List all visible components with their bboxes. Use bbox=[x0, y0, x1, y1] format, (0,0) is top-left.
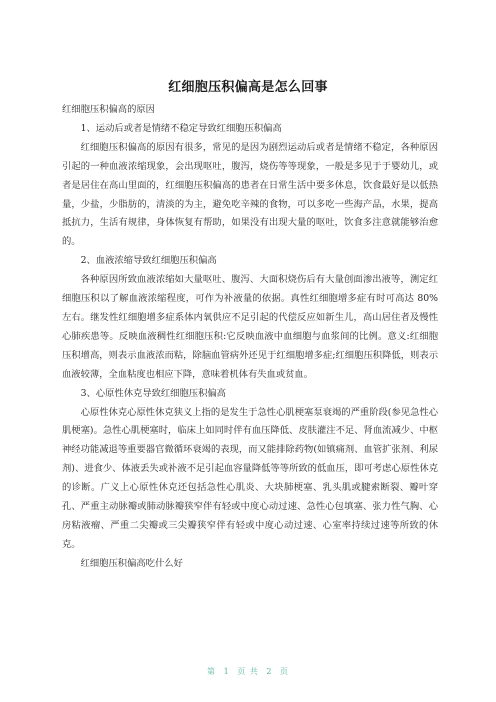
footer-prefix: 第 bbox=[207, 667, 217, 676]
body-paragraph-3: 心原性休克心原性休克狭义上指的是发生于急性心肌梗塞泵衰竭的严重阶段(参见急性心肌梗塞)。急性心肌梗塞时，临床上如同时伴有血压降低、皮肤灌注不足、肾血流减少、中枢神经功能减退等重要器官微循环衰竭的表现，而又能排除药物(如镇痛剂、血管扩张剂、利尿剂)、进食少、体液丢失或补液不足引起血容量降低等等所致的低血压，即可考虑心原性休克的诊断。广义上心原性休克还包括急性心肌炎、大块肺梗塞、乳头肌或腱索断裂、瓣叶穿孔、严重主动脉瓣或肺动脉瓣狭窄伴有轻或中度心动过速、急性心包填塞、张力性气胸、心房粘液瘤、严重二尖瓣或三尖瓣狭窄伴有轻或中度心动过速、心室率持续过速等所致的休克。 bbox=[62, 406, 438, 550]
footer-suffix: 页 bbox=[279, 667, 289, 676]
page-footer bbox=[0, 666, 496, 677]
subsection-heading-2: 2、血液浓缩导致红细胞压积偏高 bbox=[80, 255, 217, 267]
body-paragraph-1: 红细胞压积偏高的原因有很多，常见的是因为剧烈运动后或者是情绪不稳定，各种原因引起的一种血液浓缩现象，会出现呕吐，腹泻，烧伤等等现象，一般是多见于于婴幼儿，或者是居住在高山里面的，红细胞压积偏高的患者在日常生活中要多休息，饮食最好是以低热量，少盐，少脂肪的，清淡的为主，避免吃辛辣的食物，可以多吃一些海产品，水果，提高抵抗力，生活有规律，身体恢复有帮助，如果没有出现大量的呕吐，饮食多注意就能够治愈的。 bbox=[62, 141, 438, 248]
document-body bbox=[62, 101, 438, 574]
subsection-heading-1: 1、运动后或者是情绪不稳定导致红细胞压积偏高 bbox=[80, 122, 282, 134]
subsection-heading-3: 3、心原性休克导致红细胞压积偏高 bbox=[80, 387, 226, 399]
footer-page-number: 1 bbox=[223, 667, 230, 676]
body-paragraph-2: 各种原因所致血液浓缩如大量呕吐、腹泻、大面积烧伤后有大量创面渗出液等，测定红细胞压积以了解血液浓缩程度，可作为补液量的依据。真性红细胞增多症有时可高达 80%左右。继发性红细胞增多症系体内氧供应不足引起的代偿反应如新生儿，高山居住者及慢性心肺疾患等。反映血液稠性红细胞压积:它反映血液中血细胞与血浆间的比例。意义:红细胞压积增高，则表示血液浓而粘，除脑血管病外还见于红细胞增多症;红细胞压积降低，则表示血液较薄，全血粘度也相应下降，意味着机体有失血或贫血。 bbox=[62, 274, 438, 380]
section-heading: 红细胞压积偏高的原因 bbox=[62, 104, 155, 115]
footer-middle: 页 共 bbox=[237, 667, 259, 676]
footer-total-pages: 2 bbox=[266, 667, 273, 676]
document-title: 红细胞压积偏高是怎么回事 bbox=[168, 80, 328, 95]
section-heading-2: 红细胞压积偏高吃什么好 bbox=[80, 557, 183, 569]
